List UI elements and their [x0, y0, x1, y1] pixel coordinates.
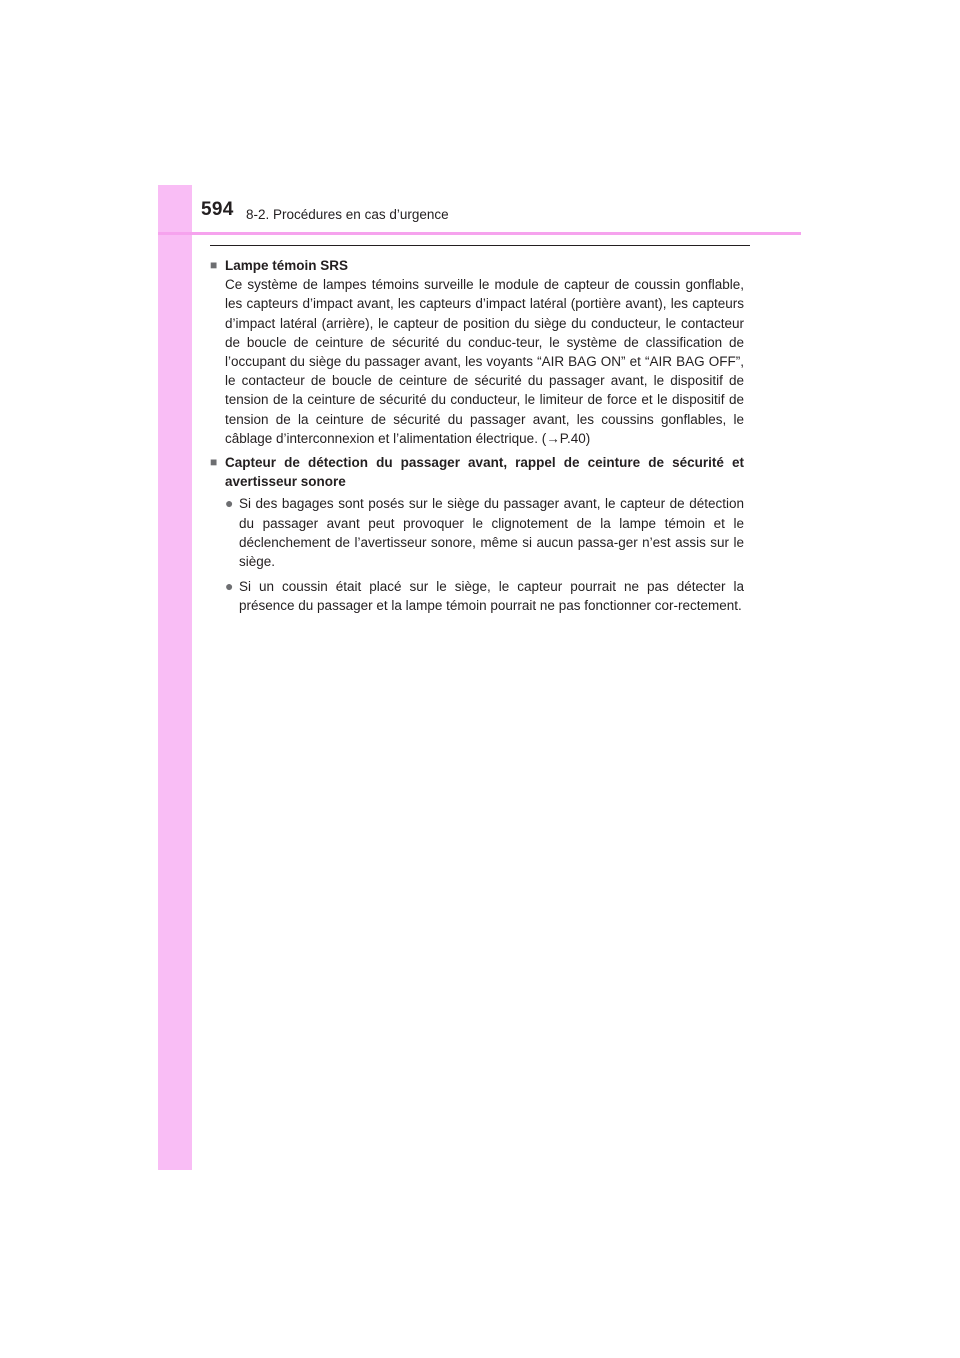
page-side-tab [158, 185, 192, 1170]
square-bullet-icon: ■ [210, 258, 218, 272]
section-srs-warning-light [210, 256, 744, 448]
horizontal-rule [210, 245, 750, 246]
page-content [210, 256, 744, 622]
list-item-text: Si un coussin était placé sur le siège, le capteur pourrait ne pas détecter la présence du passager et la lampe témoin pourrait ne pas fonctionner cor-rectement. [239, 579, 744, 614]
list-item-text: Si des bagages sont posés sur le siège du passager avant, le capteur de détection du passager avant peut provoquer le clignotement de la lampe témoin et le déclenchement de l’avertisseur sonore, même si aucun passa-ger n’est assis sur le siège. [239, 496, 744, 570]
circle-bullet-icon: ● [225, 578, 234, 595]
square-bullet-icon: ■ [210, 455, 218, 470]
section-heading [210, 256, 744, 275]
list-item [225, 577, 744, 615]
list-item [225, 494, 744, 571]
page-number: 594 [201, 199, 234, 220]
heading-text: Capteur de détection du passager avant, rappel de ceinture de sécurité et avertisseur sonore [225, 455, 744, 490]
heading-text: Lampe témoin SRS [225, 258, 349, 273]
header-band [158, 232, 801, 235]
section-passenger-detection [210, 453, 744, 616]
circle-bullet-icon: ● [225, 495, 234, 512]
section-title: 8-2. Procédures en cas d’urgence [246, 207, 449, 222]
section-heading [210, 453, 744, 491]
body-paragraph: Ce système de lampes témoins surveille le module de capteur de coussin gonflable, les capteurs d’impact avant, les capteurs d’impact latéral (portière avant), les capteurs d’impact latéral (arrière), le capteur de position du siège du conducteur, le contacteur de boucle de ceinture de sécurité du conduc-teur, le système de classification de l’occupant du siège du passager avant, les voyants “AIR BAG ON” et “AIR BAG OFF”, le contacteur de boucle de ceinture de sécurité du passager avant, le dispositif de tension de la ceinture de sécurité du conducteur, le limiteur de force et le dispositif de tension de la ceinture de sécurité du passager avant, les coussins gonflables, le câblage d’interconnexion et l’alimentation électrique. (→P.40) [225, 277, 744, 446]
